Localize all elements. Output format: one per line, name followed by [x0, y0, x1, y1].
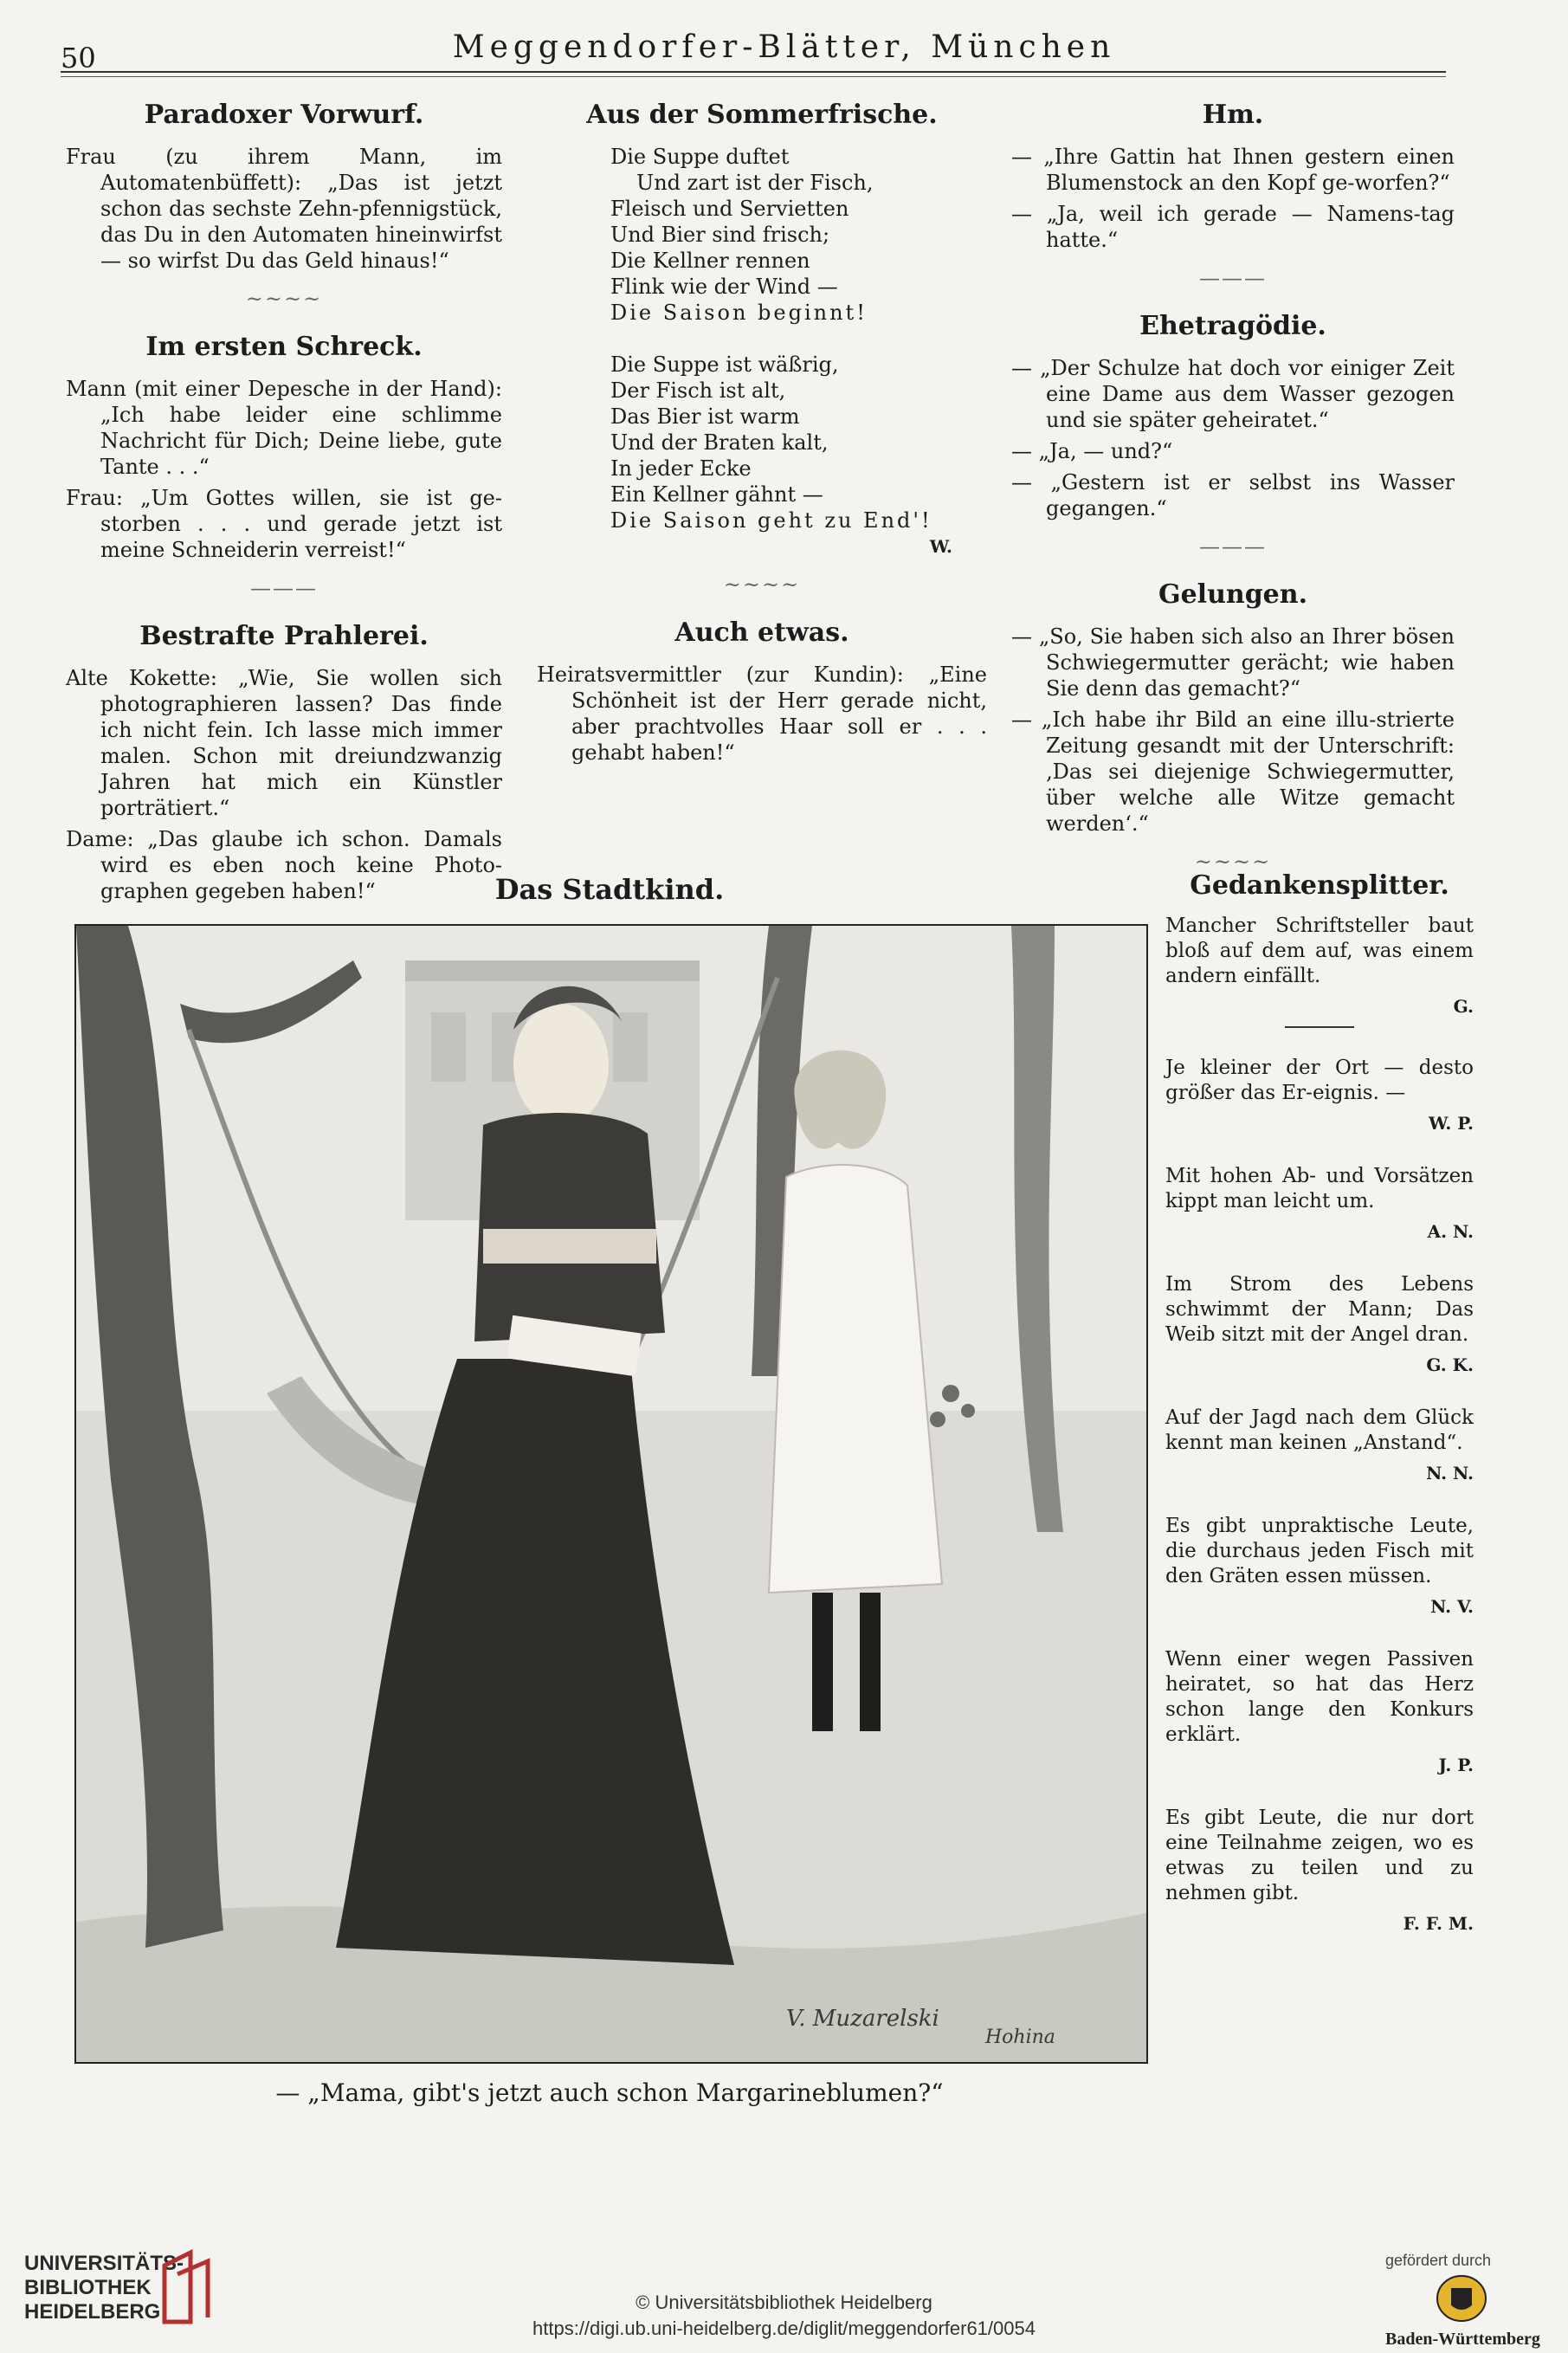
poem-line: Die Saison geht zu End'!	[610, 508, 932, 533]
paragraph: — „Ja, weil ich gerade — Namens-tag hatte.“	[1011, 202, 1455, 252]
artist-signature: V. Muzarelski	[786, 2006, 939, 2032]
paragraph: Frau: „Um Gottes willen, sie ist ge-storben . . . und gerade jetzt ist meine Schneiderin verreist!“	[66, 486, 502, 562]
paragraph: Frau (zu ihrem Mann, im Automatenbüffett): „Das ist jetzt schon das sechste Zehn-pfennigstück, das Du in den Automaten hineinwirfst — so wirfst Du das Geld hinaus!“	[66, 145, 502, 273]
illustration-title: Das Stadtkind.	[494, 873, 725, 906]
heading-bestrafte-prahlerei: Bestrafte Prahlerei.	[139, 621, 429, 651]
poem-line: Und der Braten kalt,	[610, 430, 829, 455]
aphorism-signature: N. V.	[1430, 1596, 1474, 1617]
aphorism-text: Mit hohen Ab- und Vorsätzen kippt man leicht um.	[1165, 1165, 1474, 1212]
aphorism-text: Je kleiner der Ort — desto größer das Er-eignis. —	[1165, 1057, 1474, 1104]
separator: ———	[250, 576, 318, 600]
heading-ehetragoedie: Ehetragödie.	[1139, 311, 1326, 341]
heading-auch-etwas: Auch etwas.	[674, 617, 849, 648]
page-number: 50	[61, 42, 96, 74]
header-rule-2	[61, 76, 1446, 77]
header-rule	[61, 71, 1446, 73]
poem-line: Das Bier ist warm	[610, 404, 800, 429]
aphorism	[1165, 1406, 1474, 1486]
paragraph: — „Der Schulze hat doch vor einiger Zeit eine Dame aus dem Wasser gezogen und sie später geheiratet.“	[1011, 356, 1455, 432]
poem-line: Die Suppe ist wäßrig,	[610, 352, 839, 377]
aphorism-text: Mancher Schriftsteller baut bloß auf dem auf, was einem andern einfällt.	[1165, 915, 1474, 987]
paragraph: — „Ich habe ihr Bild an eine illu-strierte Zeitung gesandt mit der Unterschrift: ‚Das sei diejenige Schwiegermutter, über welche alle Witze gemacht werden‘.“	[1011, 708, 1455, 836]
aphorism-text: Es gibt Leute, die nur dort eine Teilnahme zeigen, wo es etwas zu teilen und zu nehmen gibt.	[1165, 1807, 1474, 1904]
aphorism-signature: W. P.	[1429, 1113, 1474, 1134]
column-2	[537, 102, 987, 771]
paragraph: — „So, Sie haben sich also an Ihrer bösen Schwiegermutter gerächt; wie haben Sie denn das gemacht?“	[1011, 624, 1455, 701]
aphorism	[1165, 1647, 1474, 1778]
heading-im-ersten-schreck: Im ersten Schreck.	[145, 332, 423, 362]
aphorism-signature: G. K.	[1426, 1354, 1474, 1375]
woman-head	[513, 1004, 609, 1125]
ub-logo-line: UNIVERSITÄTS-	[24, 2252, 184, 2275]
aphorism-divider	[1285, 1026, 1354, 1028]
aphorism-signature: F. F. M.	[1403, 1913, 1474, 1934]
girl-leg-left	[812, 1593, 833, 1731]
poem-line: Und Bier sind frisch;	[610, 223, 830, 247]
poem-line: Fleisch und Servietten	[610, 197, 849, 221]
illustration-svg	[76, 926, 1146, 2062]
poem	[537, 144, 987, 533]
aphorism	[1165, 1806, 1474, 1936]
paragraph: — „Gestern ist er selbst ins Wasser gegangen.“	[1011, 470, 1455, 520]
girl-leg-right	[860, 1593, 881, 1731]
funding-state: Baden-Württemberg	[1385, 2330, 1540, 2349]
woman-lace	[483, 1229, 656, 1264]
bw-coat-of-arms-icon	[1434, 2272, 1489, 2324]
poem-line: Der Fisch ist alt,	[610, 378, 786, 403]
separator: ———	[1199, 534, 1267, 559]
aphorism	[1165, 1272, 1474, 1378]
aphorism-text: Wenn einer wegen Passiven heiratet, so hat das Herz schon lange den Konkurs erklärt.	[1165, 1648, 1474, 1746]
separator: ~~~~	[1194, 850, 1272, 874]
separator: ~~~~	[245, 287, 323, 311]
paragraph: Mann (mit einer Depesche in der Hand): „Ich habe leider eine schlimme Nachricht für Dich; Deine liebe, gute Tante . . .“	[66, 377, 502, 479]
illustration	[74, 924, 1148, 2064]
heading-aus-der-sommerfrische: Aus der Sommerfrische.	[586, 100, 938, 130]
paragraph: Heiratsvermittler (zur Kundin): „Eine Schönheit ist der Herr gerade nicht, aber prachtvolles Haar soll er . . . gehabt haben!“	[537, 663, 987, 765]
separator: ~~~~	[723, 572, 801, 597]
aphorism	[1165, 1164, 1474, 1244]
poem-line: In jeder Ecke	[610, 456, 752, 481]
source-url[interactable]: https://digi.ub.uni-heidelberg.de/diglit/meggendorfer61/0054	[532, 2317, 1036, 2339]
poem-line: Ein Kellner gähnt —	[610, 482, 823, 507]
aphorism	[1165, 1056, 1474, 1136]
aphorism-text: Im Strom des Lebens schwimmt der Mann; Das Weib sitzt mit der Angel dran.	[1165, 1273, 1474, 1346]
poem-line: Die Kellner rennen	[610, 249, 810, 273]
paragraph: — „Ja, — und?“	[1011, 439, 1173, 463]
illustration-caption: — „Mama, gibt's jetzt auch schon Margarineblumen?“	[275, 2078, 944, 2107]
girl-hair	[794, 1050, 886, 1149]
heading-gedankensplitter: Gedankensplitter.	[1190, 870, 1449, 901]
heading-hm: Hm.	[1202, 100, 1264, 130]
separator: ———	[1199, 266, 1267, 290]
paragraph: — „Ihre Gattin hat Ihnen gestern einen Blumenstock an den Kopf ge-worfen?“	[1011, 145, 1455, 195]
aphorism-signature: N. N.	[1426, 1463, 1474, 1484]
column-3	[1011, 102, 1455, 897]
poem-line: Flink wie der Wind —	[610, 275, 838, 299]
poem-blank	[610, 326, 987, 352]
ub-logo-line: HEIDELBERG	[24, 2300, 161, 2324]
signature: W.	[929, 536, 952, 557]
gedankensplitter-column	[1165, 870, 1474, 1964]
copyright: © Universitätsbibliothek Heidelberg	[636, 2292, 932, 2313]
aphorism-signature: A. N.	[1427, 1221, 1474, 1242]
aphorism-signature: J. P.	[1438, 1755, 1474, 1775]
paragraph: Alte Kokette: „Wie, Sie wollen sich photographieren lassen? Das finde ich nicht fein. Ich lasse mich immer malen. Schon mit dreiundzwanzig Jahren hat mich ein Künstler porträtiert.“	[66, 666, 502, 820]
column-1	[66, 102, 502, 965]
ub-logo-line: BIBLIOTHEK	[24, 2276, 152, 2299]
heading-gelungen: Gelungen.	[1158, 579, 1308, 610]
poem-line: Und zart ist der Fisch,	[636, 171, 874, 195]
ub-logo-icon	[156, 2248, 216, 2326]
funded-by-label: gefördert durch	[1385, 2252, 1492, 2269]
poem-line: Die Saison beginnt!	[610, 301, 868, 325]
running-title: Meggendorfer-Blätter, München	[452, 29, 1116, 65]
villa-balustrade	[405, 960, 700, 981]
aphorism-signature: G.	[1453, 996, 1474, 1017]
heading-paradoxer-vorwurf: Paradoxer Vorwurf.	[144, 100, 424, 130]
aphorism-text: Es gibt unpraktische Leute, die durchaus jeden Fisch mit den Gräten essen müssen.	[1165, 1515, 1474, 1587]
woman-blouse	[474, 1113, 665, 1341]
paragraph: Dame: „Das glaube ich schon. Damals wird es eben noch keine Photo-graphen gegeben haben!“	[66, 827, 502, 903]
artist-signature-2: Hohina	[985, 2027, 1055, 2048]
aphorism	[1165, 914, 1474, 1028]
aphorism	[1165, 1514, 1474, 1619]
poem-line: Die Suppe duftet	[610, 145, 790, 169]
aphorism-text: Auf der Jagd nach dem Glück kennt man keinen „Anstand“.	[1165, 1406, 1474, 1454]
